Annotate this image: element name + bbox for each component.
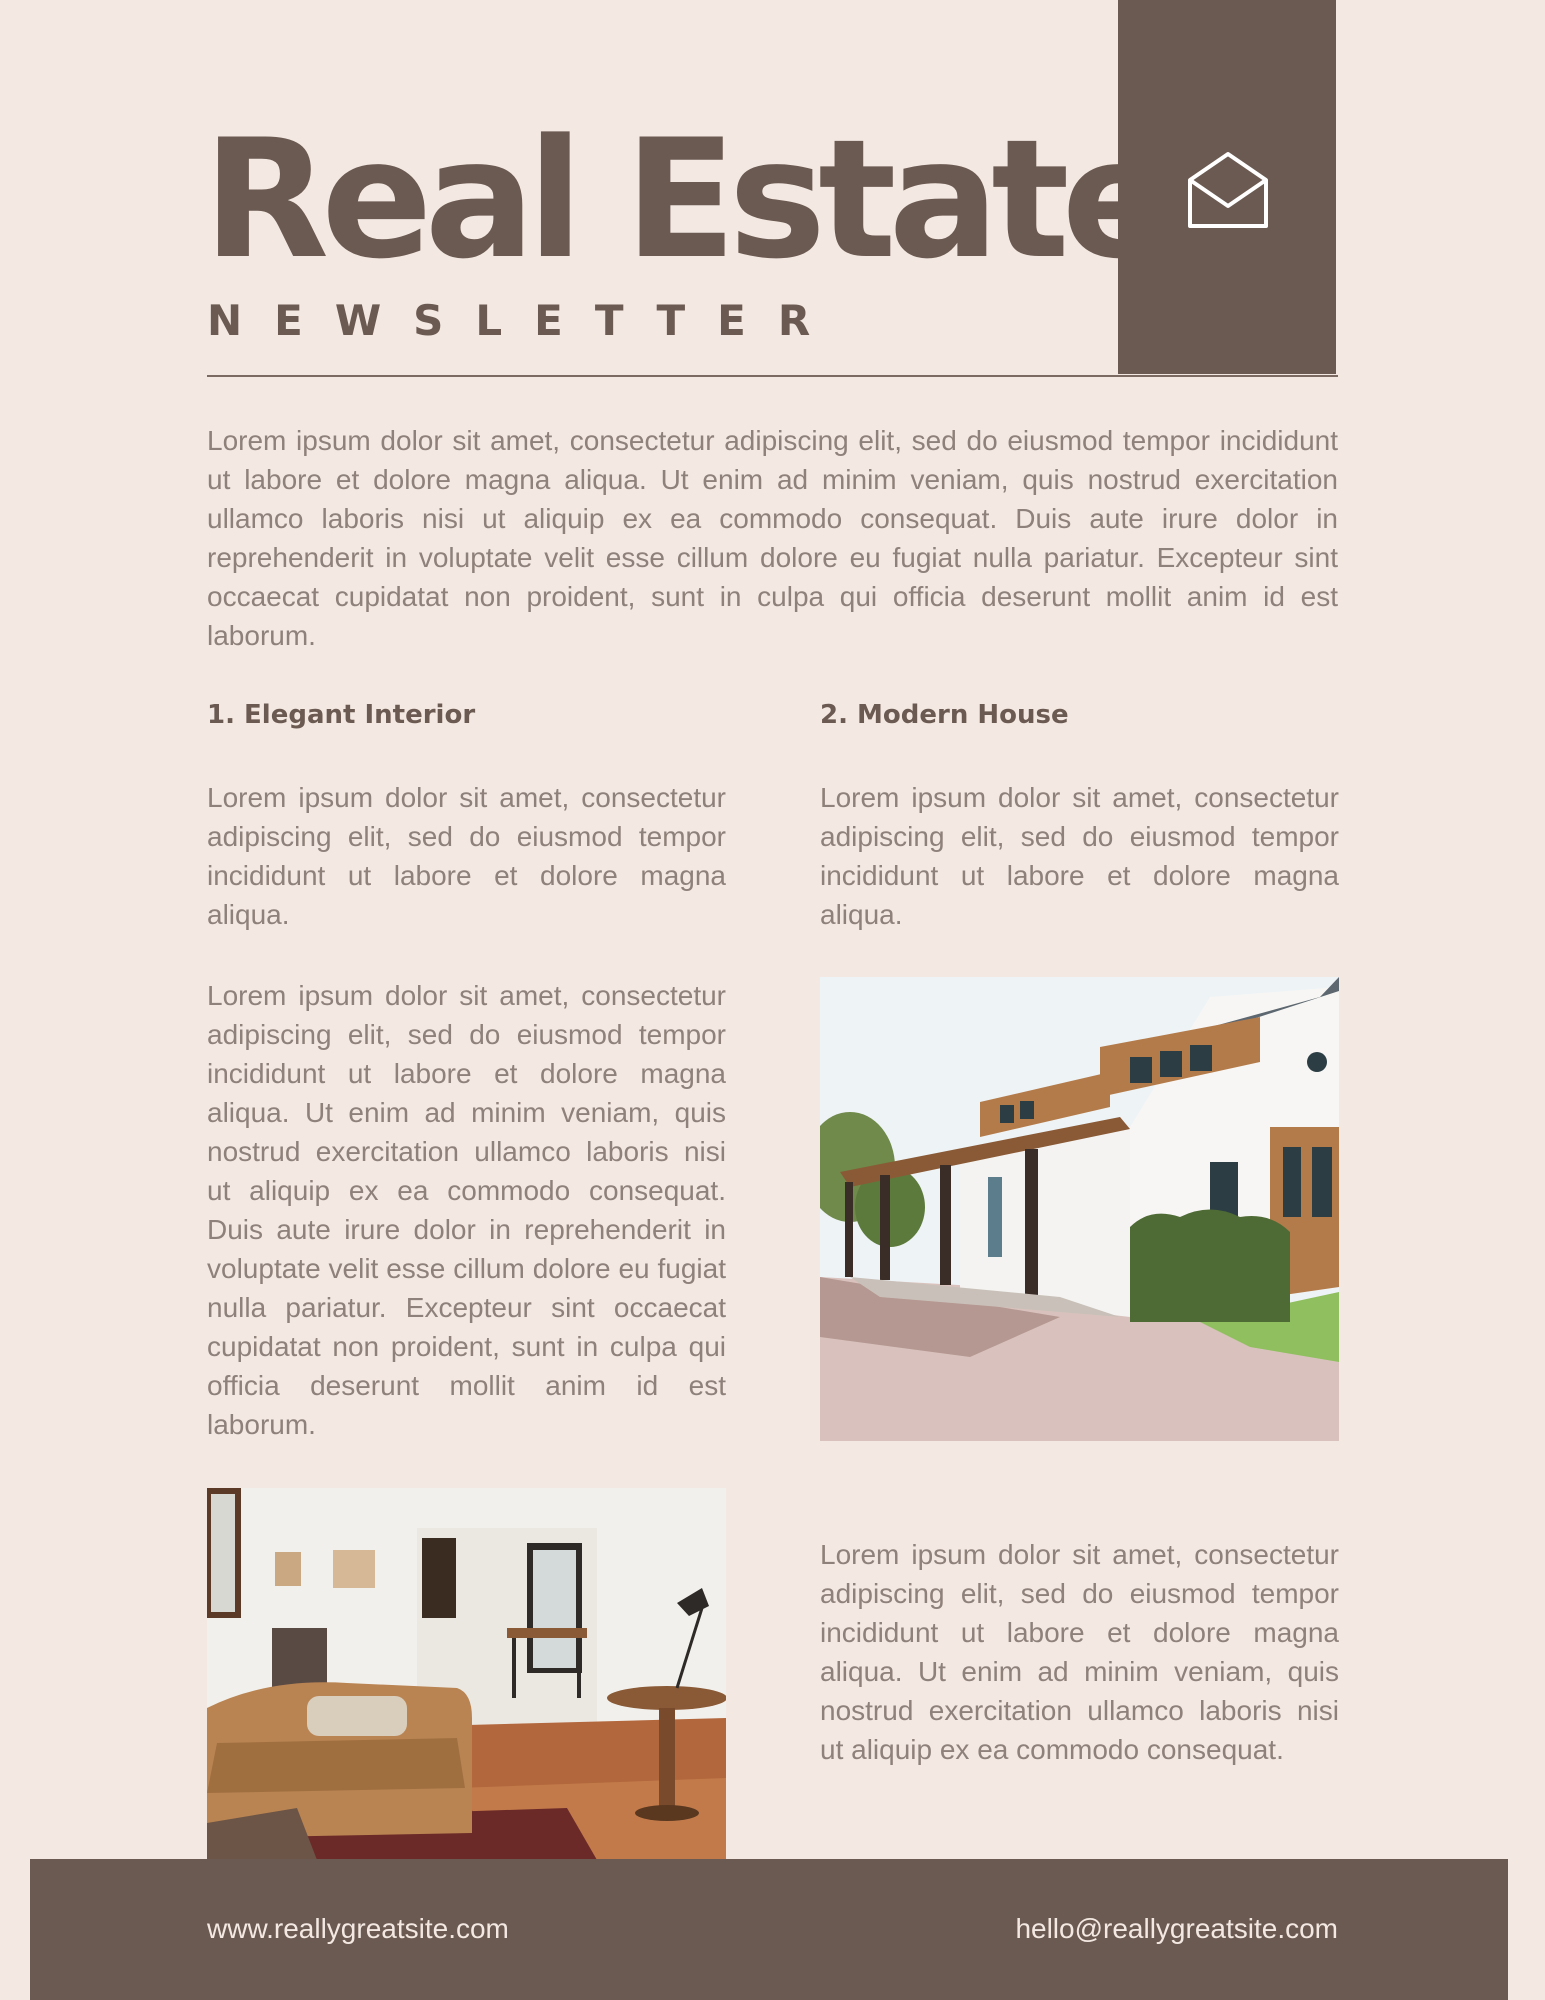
section-heading-interior: 1. Elegant Interior	[207, 700, 476, 730]
modern-house-photo	[820, 977, 1339, 1441]
footer-email-link[interactable]: hello@reallygreatsite.com	[1015, 1913, 1338, 1944]
page-subtitle: NEWSLETTER	[207, 296, 843, 345]
header-divider	[207, 375, 1338, 377]
page-title: Real Estate	[203, 104, 1165, 295]
elegant-interior-photo	[207, 1488, 726, 1860]
intro-paragraph: Lorem ipsum dolor sit amet, consectetur adipiscing elit, sed do eiusmod tempor incididunt ut labore et dolore magna aliqua. Ut enim ad minim veniam, quis nostrud exercitation ullamco laboris nisi ut aliquip ex ea commodo consequat. Duis aute irure dolor in reprehenderit in voluptate velit esse cillum dolore eu fugiat nulla pariatur. Excepteur sint occaecat cupidatat non proident, sunt in culpa qui officia deserunt mollit anim id est laborum.	[207, 425, 1338, 651]
section-heading-house: 2. Modern House	[820, 700, 1069, 730]
interior-paragraph-2: Lorem ipsum dolor sit amet, consectetur adipiscing elit, sed do eiusmod tempor incididunt ut labore et dolore magna aliqua. Ut enim ad minim veniam, quis nostrud exercitation ullamco laboris nisi ut aliquip ex ea commodo consequat. Duis aute irure dolor in reprehenderit in voluptate velit esse cillum dolore eu fugiat nulla pariatur. Excepteur sint occaecat cupidatat non proident, sunt in culpa qui officia deserunt mollit anim id est laborum.	[207, 980, 726, 1440]
house-paragraph-2: Lorem ipsum dolor sit amet, consectetur adipiscing elit, sed do eiusmod tempor incididunt ut labore et dolore magna aliqua. Ut enim ad minim veniam, quis nostrud exercitation ullamco laboris nisi ut aliquip ex ea commodo consequat.	[820, 1539, 1339, 1765]
interior-paragraph-1: Lorem ipsum dolor sit amet, consectetur adipiscing elit, sed do eiusmod tempor incididunt ut labore et dolore magna aliqua.	[207, 782, 726, 930]
footer-website-link[interactable]: www.reallygreatsite.com	[207, 1913, 509, 1944]
house-paragraph-1: Lorem ipsum dolor sit amet, consectetur adipiscing elit, sed do eiusmod tempor incididunt ut labore et dolore magna aliqua.	[820, 782, 1339, 930]
envelope-open-icon[interactable]	[1187, 150, 1269, 230]
